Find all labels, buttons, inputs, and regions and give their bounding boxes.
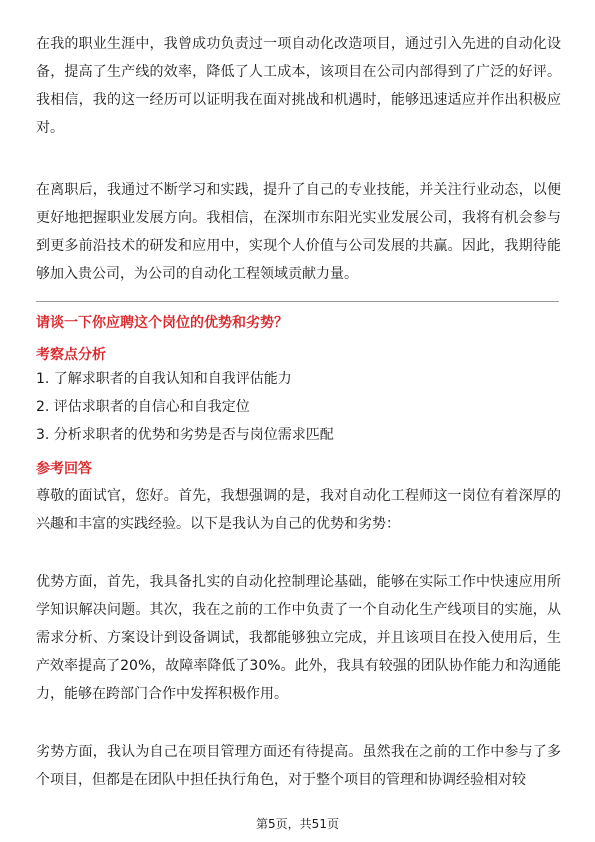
answer-paragraph-1: 尊敬的面试官，您好。首先，我想强调的是，我对自动化工程师这一岗位有着深厚的兴趣和丰富的实践经验。以下是我认为自己的优势和劣势： <box>36 488 561 532</box>
analysis-item-3: 3. 分析求职者的优势和劣势是否与岗位需求匹配 <box>36 427 334 443</box>
intro-paragraph-1: 在我的职业生涯中，我曾成功负责过一项自动化改造项目，通过引入先进的自动化设备，提高了生产线的效率，降低了人工成本，该项目在公司内部得到了广泛的好评。我相信，我的这一经历可以证明我在面对挑战和机遇时，能够迅速适应并作出积极应对。 <box>36 36 561 136</box>
interview-question: 请谈一下你应聘这个岗位的优势和劣势？ <box>36 315 288 331</box>
analysis-heading: 考察点分析 <box>36 347 106 363</box>
answer-paragraph-3: 劣势方面，我认为自己在项目管理方面还有待提高。虽然我在之前的工作中参与了多个项目，但都是在团队中担任执行角色，对于整个项目的管理和协调经验相对较 <box>36 744 561 788</box>
analysis-item-2: 2. 评估求职者的自信心和自我定位 <box>36 399 250 415</box>
analysis-item-1: 1. 了解求职者的自我认知和自我评估能力 <box>36 371 292 387</box>
page-number-footer: 第5页，共51页 <box>256 817 339 831</box>
answer-heading: 参考回答 <box>36 461 92 477</box>
section-divider <box>36 301 559 302</box>
intro-paragraph-2: 在离职后，我通过不断学习和实践，提升了自己的专业技能，并关注行业动态，以便更好地把握职业发展方向。我相信，在深圳市东阳光实业发展公司，我将有机会参与到更多前沿技术的研发和应用中，实现个人价值与公司发展的共赢。因此，我期待能够加入贵公司，为公司的自动化工程领域贡献力量。 <box>36 182 561 282</box>
answer-paragraph-2: 优势方面，首先，我具备扎实的自动化控制理论基础，能够在实际工作中快速应用所学知识解决问题。其次，我在之前的工作中负责了一个自动化生产线项目的实施，从需求分析、方案设计到设备调试，我都能够独立完成，并且该项目在投入使用后，生产效率提高了20%，故障率降低了30%。此外，我具有较强的团队协作能力和沟通能力，能够在跨部门合作中发挥积极作用。 <box>36 574 561 702</box>
